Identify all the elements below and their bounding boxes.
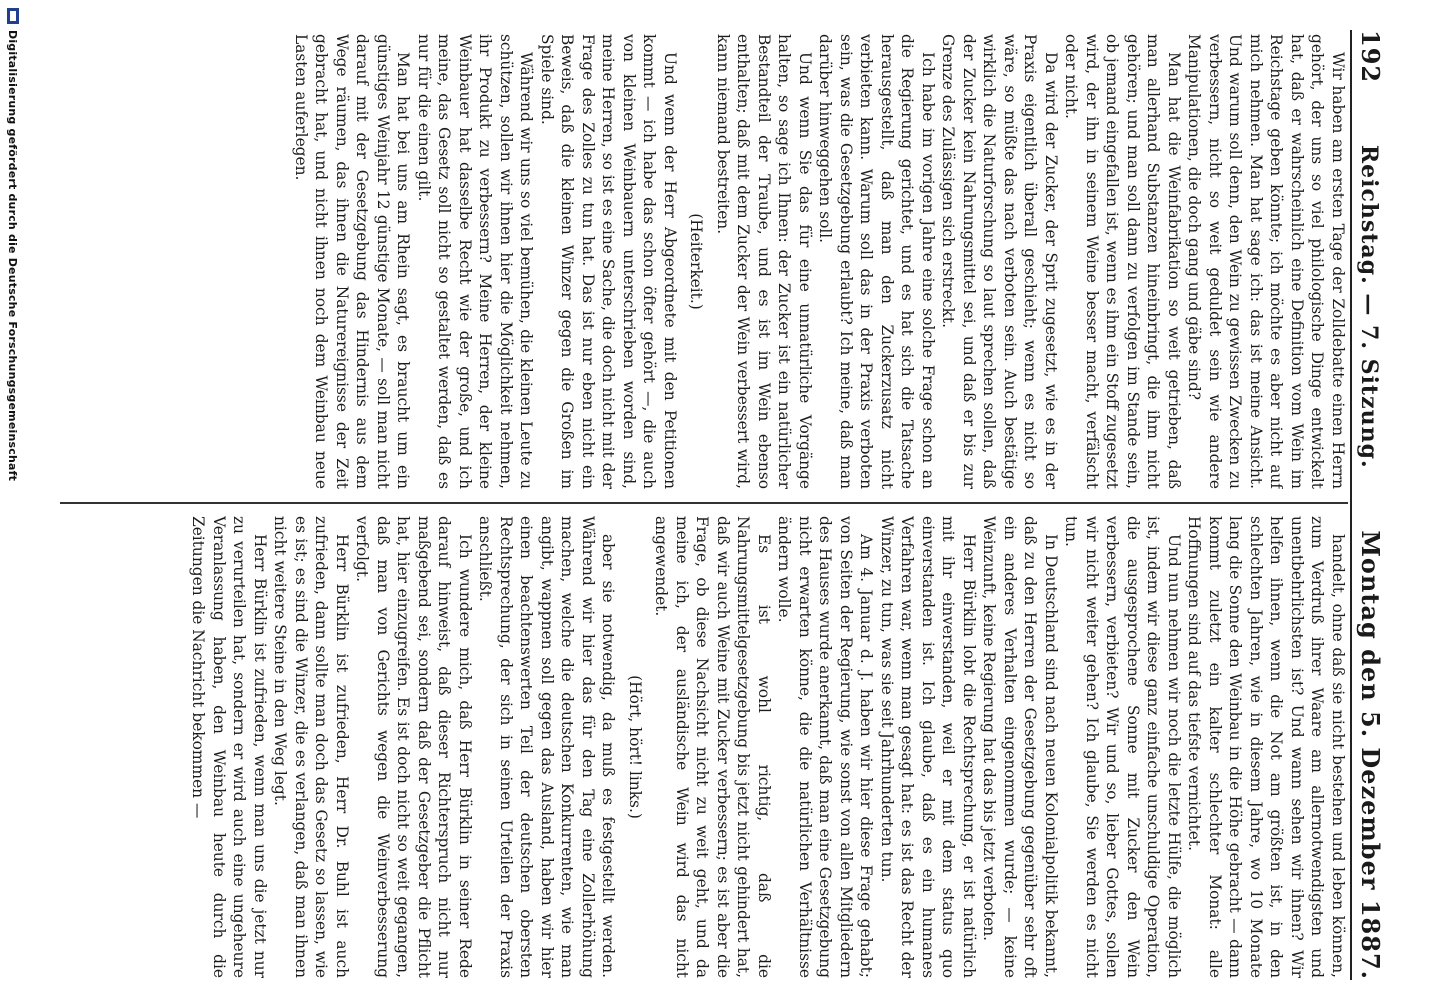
paragraph: Während wir uns so viel bemühen, die kleinen Leute zu schützen, sollen wir ihnen hier die Möglichkeit nehmen, ihr Produkt zu verbessern? Meine Herren, der kleine Weinbauer hat dasselbe Recht wie der große, und ich meine, das Gesetz soll nicht so gestaltet werden, daß es nur für die einen gilt. bbox=[415, 34, 536, 489]
paragraph: Und wenn der Herr Abgeordnete mit den Petitionen kommt — ich habe das schon öfter gehört —, die auch von kleinen Weinbauern unterschrieben worden sind, meine Herren, so ist es eine Sache, die doch nicht mit der Frage des Zolles zu tun hat. Das ist nur eben nicht ein Beweis, daß die kleinen Winzer gegen die Großen im Spiele sind. bbox=[538, 34, 679, 489]
paragraph: Herr Bürklin ist zufrieden, wenn man uns die jetzt nur zu verurteilen hat, sondern er wird auch eine ungeheure Veranlassung haben, den Weinbau heute durch die Zeitungen die Nachricht bekommen — bbox=[189, 516, 269, 978]
paragraph: Da wird der Zucker, der Sprit zugesetzt, wie es in der Praxis eigentlich überall geschieht; wenn es nicht so wäre, so müßte das nach verboten sein. Auch bestätige wirklich die Naturforschung so laut sprechen sollen, daß der Zucker kein Nahrungsmittel sei, und daß er bis zur Grenze des Zulässigen sich erstreckt. bbox=[939, 34, 1060, 489]
paragraph: aber sie notwendig, da muß es festgestellt werden. Während wir hier das für den Tag eine Zollerhöhung machen, welche die deutschen Konkurrenten, wie man angibt, wappnen soll gegen das Ausland, haben wir hier einen beachtenswerten Teil der deutschen obersten Rechtsprechung, der sich in seinen Urteilen der Praxis anschließt. bbox=[476, 516, 618, 978]
paragraph: Wir haben am ersten Tage der Zolldebatte einen Herrn gehört, der uns so viel philologische Dinge entwickelt hat, daß er wahrscheinlich eine Definition vom Wein im Reichstage geben könnte; ich möchte es aber nicht auf mich nehmen. Man hat sage ich: das ist meine Ansicht. Und warum soll denn, den Wein zu gewissen Zwecken zu verbessern, nicht so weit geduldet sein wie andere Manipulationen, die doch gang und gäbe sind? bbox=[1185, 34, 1347, 489]
digitization-notice bbox=[0, 0, 26, 1000]
left-text-column bbox=[40, 34, 1348, 489]
paragraph: Und wenn Sie das für eine unnatürliche Vorgänge halten, so sage ich Ihnen: der Zucker ist ein natürlicher Bestandteil der Traube, und es ist im Wein ebenso enthalten; daß mit dem Zucker der Wein verbessert wird, kann niemand bestreiten. bbox=[714, 34, 814, 489]
paragraph: Herr Bürklin lobt die Rechtsprechung, er ist natürlich mit ihr einverstanden, weil er mit dem status quo einverstanden ist. Ich glaube, daß es ein humanes Verfahren war, wenn man gesagt hat: es ist das Recht der Winzer, zu tun, was sie seit Jahrhunderten tun. bbox=[878, 516, 978, 978]
column-divider bbox=[60, 502, 1348, 504]
paragraph: Am 4. Januar d. J. haben wir hier diese Frage gehabt; von Seiten der Regierung, wie sonst von allen Mitgliedern des Hauses wurde anerkannt, daß man eine Gesetzgebung nicht erwarten könne, die die natürlichen Verhältnisse ändern wolle. bbox=[775, 516, 876, 978]
paragraph: In Deutschland sind nach neuen Kolonialpolitik bekannt, daß zu den Herren der Gesetzgebung gegenüber sehr oft ein anderes Verhalten eingenommen wurde; — keine Weinzunft, keine Regierung hat das bis jetzt verboten. bbox=[980, 516, 1060, 978]
paragraph: Man hat bei uns am Rhein sagt, es braucht um ein günstiges Weinjahr 12 günstige Monate, — soll man nicht darauf mit der Gesetzgebung das Hindernis aus dem Wege räumen, das ihnen die Naturereignisse der Zeit gebracht hat, und nicht ihnen noch dem Weinbau neue Lasten auferlegen. bbox=[292, 34, 413, 489]
paragraph: Herr Bürklin ist zufrieden, Herr Dr. Buhl ist auch zufrieden, dann sollte man doch das Gesetz so lassen, wie es ist; es sind die Winzer, die es verlangen, daß man ihnen nicht weitere Steine in den Weg legt. bbox=[271, 516, 351, 978]
dfg-logo-icon bbox=[7, 8, 19, 24]
paragraph: Es ist wohl richtig, daß die Nahrungsmittelgesetzgebung bis jetzt nicht gehindert hat, daß wir auch Weine mit Zucker verbessern; es ist aber die Frage, ob diese Nachsicht nicht zu weit geht, und da meine ich, der ausländische Wein wird das nicht angewendet. bbox=[652, 516, 773, 978]
paragraph: Ich habe im vorigen Jahre eine solche Frage schon an die Regierung gerichtet, und es hat sich die Tatsache herausgestellt, daß man den Zuckerzusatz nicht verbieten kann. Warum soll das in der Praxis verboten sein, was die Gesetzgebung erlaubt? Ich meine, daß man darüber hinweggehen soll. bbox=[816, 34, 937, 489]
paragraph: Und nun nehmen wir noch die letzte Hülfe, die möglich ist, indem wir diese ganz einfache unschuldige Operation, die ausgesprochene Sonne mit Zucker den Wein verbessern, verbieten? Wir und so, lieber Gottes, sollen wir nicht weiter gehen? Ich glaube, Sie werden es nicht tun. bbox=[1062, 516, 1183, 978]
header-date: Montag den 5. Dezember 1887. bbox=[1356, 530, 1385, 980]
paragraph: handelt, ohne daß sie nicht bestehen und leben können, zum Verdruß ihrer Waare am allernotwendigsten und unentbehrlichsten ist? Und wann sehen wir ihnen? Wir helfen ihnen, wenn die Not am größten ist, in den schlechten Jahren, wie in diesem Jahre, wo 10 Monate lang die Sonne den Weinbau in die Höhe gebracht — dann kommt zuletzt ein kalter schlechter Monat: alle Hoffnungen sind auf das tiefste vernichtet. bbox=[1185, 516, 1347, 978]
page-number: 192 bbox=[1356, 30, 1385, 84]
paragraph: Ich wundere mich, daß Herr Bürklin in seiner Rede darauf hinweist, daß dieser Richterspruch nicht nur maßgebend sei, sondern daß der Gesetzgeber die Pflicht hat, hier einzugreifen. Es ist doch nicht so weit gegangen, daß man von Gerichts wegen die Weinverbesserung verfolgt. bbox=[353, 516, 474, 978]
right-text-column bbox=[40, 516, 1348, 978]
header-title: Reichstag. — 7. Sitzung. bbox=[1356, 144, 1382, 469]
interjection: (Heiterkeit.) bbox=[687, 213, 706, 310]
interjection: (Hört, hört! links.) bbox=[626, 675, 644, 819]
digitization-notice-text: Digitalisierung gefördert durch die Deutsche Forschungsgemeinschaft bbox=[6, 30, 20, 482]
paragraph: Man hat die Weinfabrikation so weit getrieben, daß man allerhand Substanzen hineinbringt, die ihm nicht gehören; und man soll dann zu verfolgen im Stande sein, ob jemand eingefallen ist, wenn es ihm ein Stoff zugesetzt wird, der ihn in seinem Weine besser macht, verfälscht oder nicht. bbox=[1062, 34, 1183, 489]
page-header bbox=[1350, 30, 1390, 980]
